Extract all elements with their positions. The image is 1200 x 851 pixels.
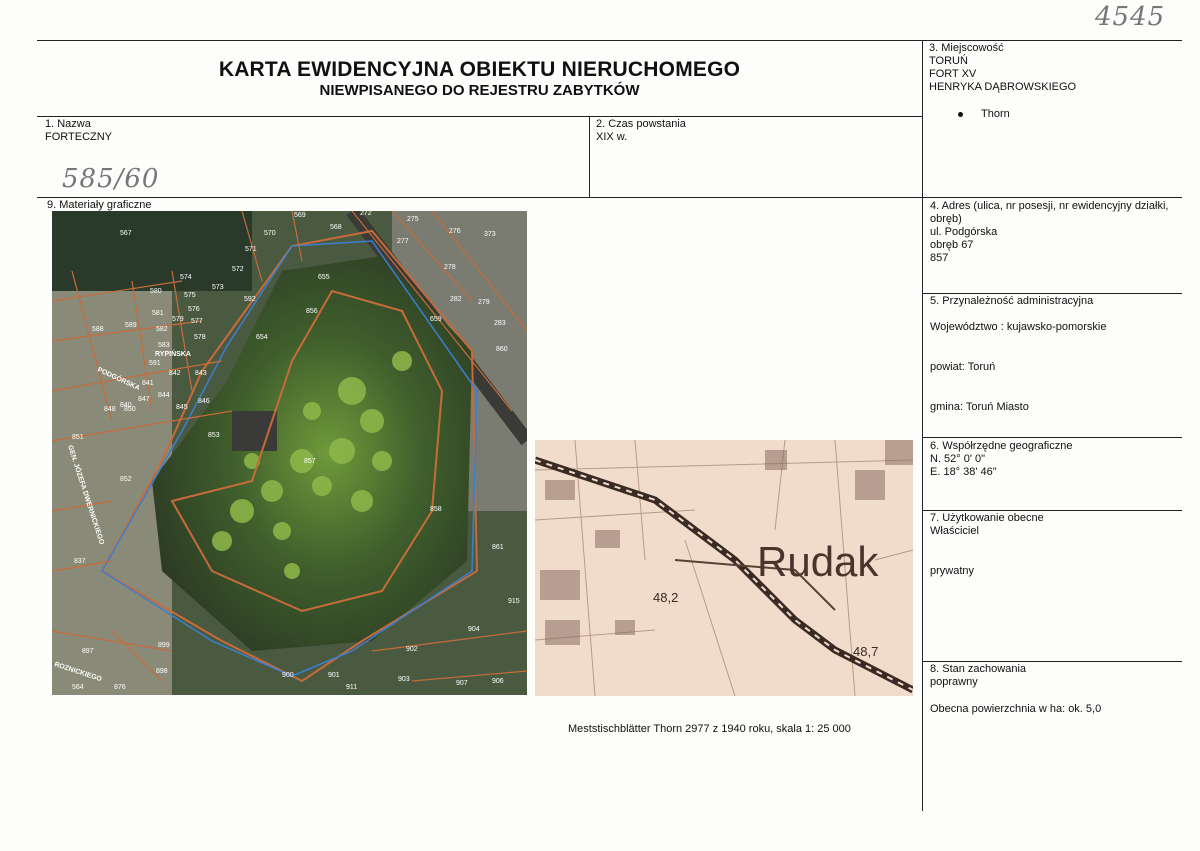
plot-number: 569: [294, 212, 306, 219]
plot-number: 900: [282, 672, 294, 679]
current-area: Obecna powierzchnia w ha: ok. 5,0: [930, 703, 1102, 715]
plot-number: 580: [150, 288, 162, 295]
plot-number: 276: [449, 228, 461, 235]
name-label: 1. Nazwa: [45, 118, 91, 130]
coordinates-label: 6. Współrzędne geograficzne: [930, 440, 1073, 452]
usage-bottom-border: [922, 661, 1182, 662]
plot-number: 858: [430, 506, 442, 513]
top-border: [37, 40, 1182, 41]
plot-number: 591: [149, 360, 161, 367]
plot-number: 282: [450, 296, 462, 303]
location-section: [929, 42, 1076, 94]
period-value: XIX w.: [596, 131, 628, 143]
plot-number: 573: [212, 284, 224, 291]
plot-number: 857: [304, 458, 316, 465]
plot-number: 579: [172, 316, 184, 323]
location-bullet-item: [958, 108, 1010, 121]
plot-number: 589: [125, 322, 137, 329]
plot-number: 850: [124, 406, 136, 413]
plot-number: 655: [318, 274, 330, 281]
name-period-divider: [589, 116, 590, 197]
street-name: RYPIŃSKA: [155, 351, 191, 358]
commune: gmina: Toruń Miasto: [930, 401, 1029, 413]
plot-number: 861: [492, 544, 504, 551]
plot-number: 851: [72, 434, 84, 441]
plot-number: 578: [194, 334, 206, 341]
period-label: 2. Czas powstania: [596, 118, 686, 130]
fort-building: [232, 411, 277, 451]
plot-number: 899: [158, 642, 170, 649]
location-label: 3. Miejscowość: [929, 42, 1004, 54]
name-value: FORTECZNY: [45, 131, 113, 143]
plot-number: 572: [232, 266, 244, 273]
plot-number: 846: [198, 398, 210, 405]
plot-number: 840: [120, 402, 132, 409]
administration-label: 5. Przynależność administracyjna: [930, 295, 1094, 307]
plot-number: 853: [208, 432, 220, 439]
location-line-city: TORUŃ: [929, 55, 968, 67]
graphics-label: 9. Materiały graficzne: [47, 199, 152, 211]
plot-number: 568: [330, 224, 342, 231]
usage-section: [930, 512, 1044, 538]
bullet-icon: [958, 112, 963, 117]
form-subtitle: NIEWPISANEGO DO REJESTRU ZABYTKÓW: [319, 82, 640, 99]
address-parcel: 857: [930, 252, 949, 264]
plot-number: 902: [406, 646, 418, 653]
plot-number: 837: [74, 558, 86, 565]
address-precinct: obręb 67: [930, 239, 974, 251]
plot-number: 588: [92, 326, 104, 333]
plot-number: 654: [256, 334, 268, 341]
plot-number: 275: [407, 216, 419, 223]
archive-number: 4545: [1095, 2, 1166, 32]
address-street: ul. Podgórska: [930, 226, 998, 238]
plot-number: 575: [184, 292, 196, 299]
plot-number: 576: [188, 306, 200, 313]
street-name: ROZNICKIEGO: [53, 661, 103, 684]
name-section: [45, 118, 112, 144]
plot-number: 841: [142, 380, 154, 387]
right-column-divider: [922, 40, 923, 811]
coords-bottom-border: [922, 510, 1182, 511]
plot-number: 847: [138, 396, 150, 403]
historic-place-name: Rudak: [757, 538, 879, 585]
owner-label: Właściciel: [930, 525, 979, 537]
address-bottom-border: [922, 293, 1182, 294]
coordinate-north: N. 52° 0' 0": [930, 453, 986, 465]
plot-number: 848: [104, 406, 116, 413]
location-line-name: HENRYKA DĄBROWSKIEGO: [929, 81, 1077, 93]
plot-number: 845: [176, 404, 188, 411]
condition-label: 8. Stan zachowania: [930, 663, 1027, 675]
street-name: PODGÓRSKA: [96, 366, 141, 393]
plot-number: 903: [398, 676, 410, 683]
handwritten-number: 585/60: [62, 164, 160, 194]
voivodeship: Województwo : kujawsko-pomorskie: [930, 321, 1107, 333]
plot-number: 901: [328, 672, 340, 679]
plot-number: 904: [468, 626, 480, 633]
aerial-dark-forest: [52, 211, 252, 291]
plot-number: 283: [494, 320, 506, 327]
coordinate-east: E. 18° 38' 46": [930, 466, 997, 478]
plot-number: 278: [444, 264, 456, 271]
historic-elevation: 48,2: [653, 590, 679, 605]
form-title: KARTA EWIDENCYJNA OBIEKTU NIERUCHOMEGO: [218, 58, 741, 81]
plot-number: 592: [244, 296, 256, 303]
plot-number: 897: [82, 648, 94, 655]
plot-number: 844: [158, 392, 170, 399]
map-caption: Meststischblätter Thorn 2977 z 1940 roku, skala 1: 25 000: [568, 723, 851, 735]
header-bottom-border: [37, 116, 922, 117]
owner-value: prywatny: [930, 565, 975, 577]
plot-number: 583: [158, 342, 170, 349]
plot-number: 272: [360, 211, 372, 217]
period-section: [596, 118, 686, 144]
plot-number: 582: [156, 326, 168, 333]
plot-number: 574: [180, 274, 192, 281]
address-label: 4. Adres (ulica, nr posesji, nr ewidencyjny działki, obręb): [930, 200, 1169, 225]
plot-number: 570: [264, 230, 276, 237]
plot-number: 911: [346, 684, 358, 691]
location-bullet-text: Thorn: [981, 108, 1010, 120]
plot-number: 567: [120, 230, 132, 237]
admin-bottom-border: [922, 437, 1182, 438]
plot-number: 898: [156, 668, 168, 675]
plot-number: 277: [397, 238, 409, 245]
plot-number: 564: [72, 684, 84, 691]
plot-number: 876: [114, 684, 126, 691]
plot-number: 279: [478, 299, 490, 306]
street-name: GEN. JÓZEFA DWERNICKIEGO: [66, 444, 105, 546]
plot-number: 852: [120, 476, 132, 483]
condition-value: poprawny: [930, 676, 978, 688]
historic-map: [535, 440, 913, 696]
plot-number: 860: [496, 346, 508, 353]
aerial-photo: [52, 211, 527, 695]
plot-number: 915: [508, 598, 520, 605]
plot-number: 907: [456, 680, 468, 687]
plot-number: 842: [169, 370, 181, 377]
usage-label: 7. Użytkowanie obecne: [930, 512, 1044, 524]
plot-number: 906: [492, 678, 504, 685]
location-line-fort: FORT XV: [929, 68, 977, 80]
plot-number: 659: [430, 316, 442, 323]
county: powiat: Toruń: [930, 361, 996, 373]
condition-section: [930, 663, 1026, 689]
plot-number: 577: [191, 318, 203, 325]
historic-elevation: 48,7: [853, 644, 879, 659]
plot-number: 843: [195, 370, 207, 377]
coordinates-section: [930, 440, 1072, 479]
plot-number: 856: [306, 308, 318, 315]
address-section: [930, 200, 1175, 265]
name-row-bottom-border: [37, 197, 1182, 198]
plot-number: 581: [152, 310, 164, 317]
plot-number: 373: [484, 231, 496, 238]
plot-number: 571: [245, 246, 257, 253]
